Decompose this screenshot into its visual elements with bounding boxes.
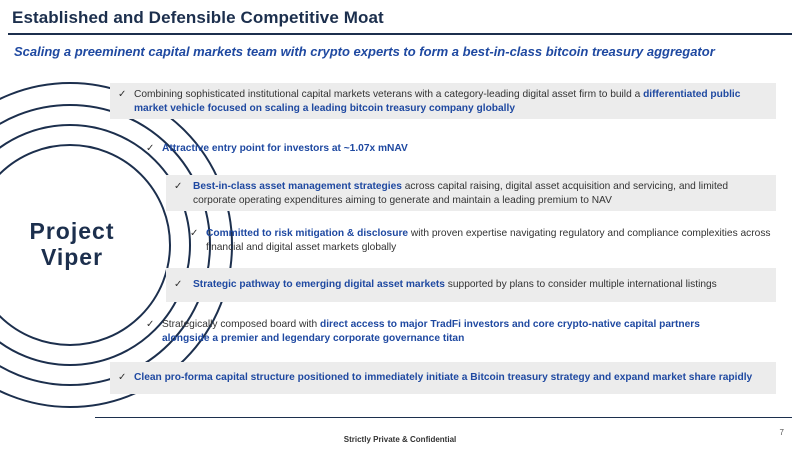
list-item-3 [166,175,776,211]
list-item-7 [110,362,776,394]
list-item-2 [146,142,776,162]
item-1-text [134,88,768,115]
check-icon: ✓ [174,279,183,290]
item-6-pre: Strategically composed board with [162,319,320,330]
confidentiality-footer: Strictly Private & Confidential [343,435,457,444]
check-icon: ✓ [190,228,199,239]
item-5-text [193,278,768,292]
page-number: 7 [779,428,784,437]
check-icon: ✓ [118,372,127,383]
check-icon: ✓ [146,319,155,330]
item-4-post: with proven expertise navigating regulatory and compliance complexities across financial and digital asset markets globally [206,228,771,253]
slide-subtitle: Scaling a preeminent capital markets team with crypto experts to form a best-in-class bitcoin treasury aggregator [14,44,715,59]
project-viper-label [18,218,126,270]
item-7-text [134,371,768,385]
item-6-highlight: direct access to major TradFi investors and core crypto-native capital partners alongside a premier and legendary corporate governance titan [162,319,700,344]
list-item-6 [146,318,746,348]
check-icon: ✓ [174,181,183,192]
item-2-highlight: Attractive entry point for investors at ~1.07x mNAV [162,143,408,154]
list-item-5 [166,268,776,302]
project-line-2: Viper [40,244,104,270]
check-icon: ✓ [118,89,127,100]
project-line-1: Project [29,218,115,244]
item-2-text [162,142,776,156]
item-7-highlight: Clean pro-forma capital structure positioned to immediately initiate a Bitcoin treasury strategy and expand market share rapidly [134,372,753,383]
list-item-1 [110,83,776,119]
item-4-highlight: Committed to risk mitigation & disclosure [206,228,409,239]
item-1-pre: Combining sophisticated institutional capital markets veterans with a category-leading digital asset firm to build a [134,89,644,100]
item-5-post: supported by plans to consider multiple international listings [444,279,717,290]
slide-title: Established and Defensible Competitive Moat [12,8,384,27]
item-4-text [206,227,780,254]
check-icon: ✓ [146,143,155,154]
item-3-highlight: Best-in-class asset management strategies [193,181,402,192]
list-item-4 [190,227,780,257]
item-1-highlight: differentiated public market vehicle focused on scaling a leading bitcoin treasury company globally [134,89,741,114]
footer-divider [95,417,792,418]
item-6-text [162,318,746,345]
item-5-highlight: Strategic pathway to emerging digital asset markets [193,279,445,290]
item-3-text [193,180,768,207]
item-3-post: across capital raising, digital asset acquisition and servicing, and limited corporate operating expenditures aiming to generate and maintain a leading premium to NAV [193,181,729,206]
